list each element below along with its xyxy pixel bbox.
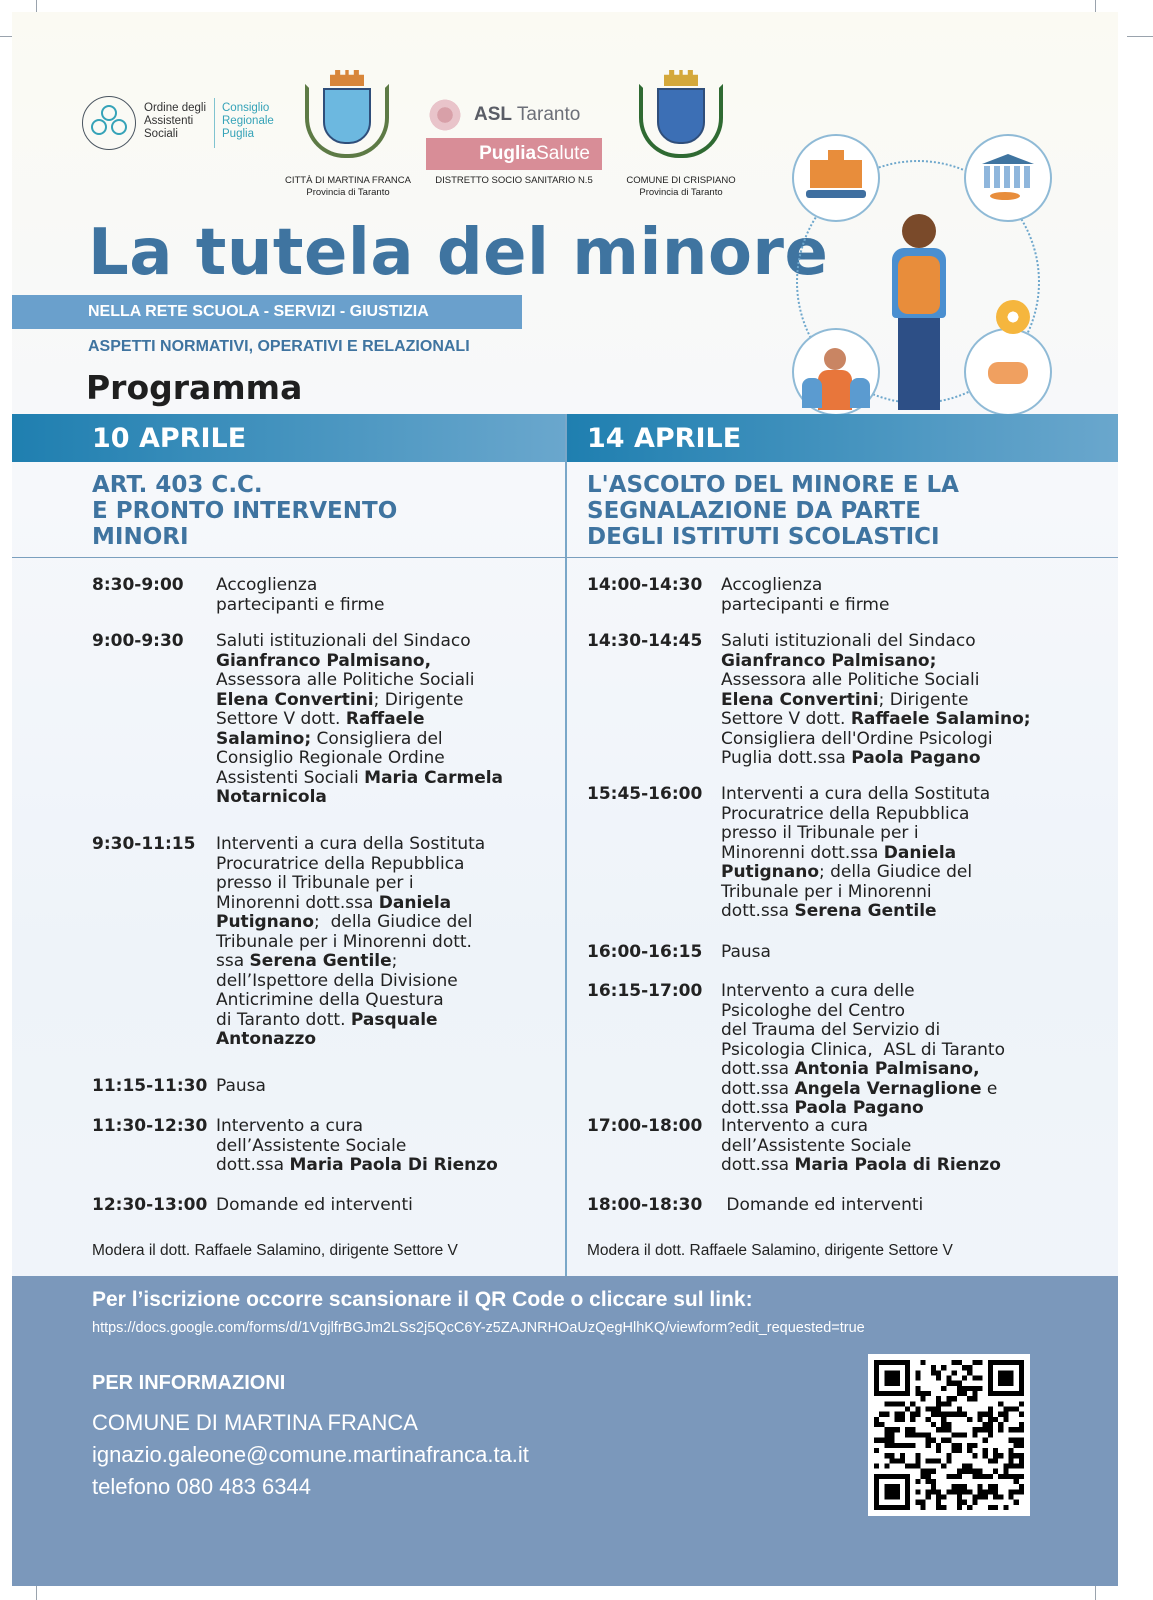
day1-moderator: Modera il dott. Raffaele Salamino, dirigente Settore V: [92, 1242, 458, 1259]
time-slot: 16:15-17:00: [587, 981, 703, 1001]
school-icon: [792, 134, 880, 222]
oas-region: Consiglio Regionale Puglia: [222, 102, 274, 140]
day2-topic: L'ASCOLTO DEL MINORE E LA SEGNALAZIONE DA PARTE DEGLI ISTITUTI SCOLASTICI: [587, 472, 959, 550]
asl-taranto-logo: ASL Taranto PugliaSalute: [426, 98, 602, 170]
oas-name: Ordine degli Assistenti Sociali: [144, 102, 207, 140]
handshake-flower-icon: [964, 328, 1052, 416]
time-slot: 12:30-13:00: [92, 1195, 208, 1215]
time-slot: 9:30-11:15: [92, 834, 196, 854]
oas-divider: [214, 98, 215, 148]
time-slot: 15:45-16:00: [587, 784, 703, 804]
session-description: Accoglienza partecipanti e firme: [216, 575, 385, 615]
session-description: Intervento a cura delle Psicologhe del Centro del Trauma del Servizio di Psicologia Clinica, ASL di Taranto dott.ssa Antonia Palmisano, dott.ssa Angela Vernaglione e dott.ssa Paola Pagano: [721, 981, 1005, 1118]
session-description: Saluti istituzionali del Sindaco Gianfranco Palmisano; Assessora alle Politiche Sociali Elena Convertini; Dirigente Settore V dott. Raffaele Salamino; Consigliera dell'Ordine Psicologi Puglia dott.ssa Paola Pagano: [721, 631, 1031, 768]
subtitle-band: [12, 295, 522, 329]
session-description: Domande ed interventi: [721, 1195, 924, 1215]
child-network-illustration: [774, 132, 1064, 422]
crispiano-caption: COMUNE DI CRISPIANO Provincia di Taranto: [626, 175, 736, 198]
info-heading: PER INFORMAZIONI: [92, 1372, 286, 1394]
oas-emblem-icon: [82, 96, 136, 150]
martina-franca-crest-icon: [302, 70, 392, 170]
martina-franca-caption: CITTÀ DI MARTINA FRANCA Provincia di Taranto: [285, 175, 411, 198]
column-divider: [565, 414, 567, 1276]
topic-divider: [12, 557, 1118, 558]
family-icon: [792, 328, 880, 416]
time-slot: 11:30-12:30: [92, 1116, 208, 1136]
session-description: Interventi a cura della Sostituta Procuratrice della Repubblica presso il Tribunale per i Minorenni dott.ssa Daniela Putignano; della Giudice del Tribunale per i Minorenni dott. ssa Serena Gentile; dell’Ispettore della Divisione Anticrimine della Questura di Taranto dott. Pasquale Antonazzo: [216, 834, 486, 1049]
asl-caption: DISTRETTO SOCIO SANITARIO N.5: [435, 175, 593, 186]
time-slot: 14:30-14:45: [587, 631, 703, 651]
session-description: Pausa: [721, 942, 771, 962]
day-header-1: 10 APRILE: [12, 414, 565, 462]
day2-moderator: Modera il dott. Raffaele Salamino, dirigente Settore V: [587, 1242, 953, 1259]
time-slot: 16:00-16:15: [587, 942, 703, 962]
session-description: Pausa: [216, 1076, 266, 1096]
session-description: Intervento a cura dell’Assistente Sociale dott.ssa Maria Paola di Rienzo: [721, 1116, 1001, 1175]
session-description: Accoglienza partecipanti e firme: [721, 575, 890, 615]
oas-logo: [82, 96, 292, 156]
qr-code-icon[interactable]: [868, 1354, 1030, 1516]
info-organization: COMUNE DI MARTINA FRANCA: [92, 1410, 418, 1435]
registration-heading: Per l’iscrizione occorre scansionare il QR Code o cliccare sul link:: [92, 1288, 753, 1311]
info-email[interactable]: ignazio.galeone@comune.martinafranca.ta.it: [92, 1442, 529, 1467]
courthouse-gavel-icon: [964, 134, 1052, 222]
time-slot: 17:00-18:00: [587, 1116, 703, 1136]
time-slot: 11:15-11:30: [92, 1076, 208, 1096]
session-description: Intervento a cura dell’Assistente Sociale dott.ssa Maria Paola Di Rienzo: [216, 1116, 498, 1175]
registration-link[interactable]: https://docs.google.com/forms/d/1VgjlfrBGJm2LSs2j5QcC6Y-z5ZAJNRHOaUzQegHlhKQ/viewform?edit_requested=true: [92, 1320, 865, 1336]
subtitle: NELLA RETE SCUOLA - SERVIZI - GIUSTIZIA: [88, 303, 429, 320]
day1-topic: ART. 403 C.C. E PRONTO INTERVENTO MINORI: [92, 472, 398, 550]
day-header-2: 14 APRILE: [567, 414, 1118, 462]
session-description: Domande ed interventi: [216, 1195, 413, 1215]
crispiano-crest-icon: [636, 70, 726, 170]
registration-footer: [12, 1276, 1118, 1586]
time-slot: 14:00-14:30: [587, 575, 703, 595]
time-slot: 8:30-9:00: [92, 575, 184, 595]
time-slot: 18:00-18:30: [587, 1195, 703, 1215]
programma-heading: Programma: [86, 368, 303, 407]
page-title: La tutela del minore: [88, 216, 829, 290]
time-slot: 9:00-9:30: [92, 631, 184, 651]
session-description: Saluti istituzionali del Sindaco Gianfranco Palmisano, Assessora alle Politiche Sociali Elena Convertini; Dirigente Settore V dott. Raffaele Salamino; Consigliera del Consiglio Regionale Ordine Assistenti Sociali Maria Carmela Notarnicola: [216, 631, 504, 807]
flyer-page: [12, 12, 1118, 1586]
info-phone: telefono 080 483 6344: [92, 1474, 311, 1499]
tree-icon: [426, 98, 464, 132]
subtitle-secondary: ASPETTI NORMATIVI, OPERATIVI E RELAZIONALI: [88, 338, 470, 355]
session-description: Interventi a cura della Sostituta Procuratrice della Repubblica presso il Tribunale per i Minorenni dott.ssa Daniela Putignano; della Giudice del Tribunale per i Minorenni dott.ssa Serena Gentile: [721, 784, 991, 921]
